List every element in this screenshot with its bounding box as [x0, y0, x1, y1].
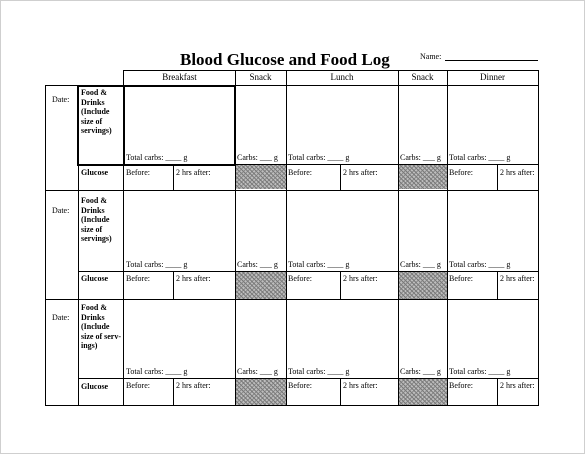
breakfast-total-carbs: Total carbs: ____ g — [126, 153, 188, 162]
grid-line — [78, 378, 539, 379]
food-drinks-label: Food & Drinks (Include size of serv-ings) — [81, 303, 121, 350]
grid-line — [340, 271, 341, 300]
col-header-breakfast: Breakfast — [162, 72, 197, 82]
hatched-cell — [235, 165, 286, 189]
before-label: Before: — [126, 168, 150, 177]
hatched-cell — [235, 272, 286, 299]
dinner-total-carbs: Total carbs: ____ g — [449, 260, 511, 269]
dinner-total-carbs: Total carbs: ____ g — [449, 153, 511, 162]
lunch-total-carbs: Total carbs: ____ g — [288, 153, 350, 162]
before-label: Before: — [126, 274, 150, 283]
col-header-snack-2: Snack — [411, 72, 434, 82]
glucose-label: Glucose — [81, 274, 109, 283]
col-header-dinner: Dinner — [480, 72, 505, 82]
snack-carbs: Carbs: ___ g — [400, 153, 441, 162]
date-label: Date: — [52, 95, 70, 104]
glucose-label: Glucose — [81, 382, 109, 391]
dinner-total-carbs: Total carbs: ____ g — [449, 367, 511, 376]
snack-carbs: Carbs: ___ g — [400, 367, 441, 376]
food-drinks-label: Food & Drinks (Include size of servings) — [81, 196, 112, 243]
snack-carbs: Carbs: ___ g — [237, 367, 278, 376]
hatched-cell — [398, 272, 447, 299]
grid-line — [538, 70, 539, 406]
grid-line — [497, 164, 498, 191]
grid-line — [497, 378, 498, 406]
before-label: Before: — [449, 168, 473, 177]
food-drinks-label: Food & Drinks (Include size of servings) — [81, 88, 112, 135]
two-hrs-after-label: 2 hrs after: — [343, 274, 378, 283]
grid-line — [45, 299, 539, 300]
grid-line — [45, 190, 539, 191]
date-label: Date: — [52, 313, 70, 322]
grid-line — [173, 378, 174, 406]
lunch-total-carbs: Total carbs: ____ g — [288, 367, 350, 376]
grid-line — [398, 70, 399, 406]
grid-line — [45, 405, 539, 406]
two-hrs-after-label: 2 hrs after: — [343, 168, 378, 177]
date-label: Date: — [52, 206, 70, 215]
col-header-snack-1: Snack — [249, 72, 272, 82]
page-title: Blood Glucose and Food Log — [180, 50, 390, 69]
name-field-line[interactable] — [445, 60, 538, 61]
before-label: Before: — [288, 168, 312, 177]
grid-line — [78, 271, 539, 272]
before-label: Before: — [288, 274, 312, 283]
grid-line — [286, 70, 287, 406]
glucose-label: Glucose — [81, 168, 109, 177]
lunch-total-carbs: Total carbs: ____ g — [288, 260, 350, 269]
grid-line — [340, 164, 341, 191]
two-hrs-after-label: 2 hrs after: — [176, 274, 211, 283]
hatched-cell — [398, 165, 447, 189]
two-hrs-after-label: 2 hrs after: — [500, 274, 535, 283]
grid-line — [447, 70, 448, 406]
before-label: Before: — [449, 274, 473, 283]
before-label: Before: — [449, 381, 473, 390]
snack-carbs: Carbs: ___ g — [400, 260, 441, 269]
grid-line — [340, 378, 341, 406]
before-label: Before: — [288, 381, 312, 390]
hatched-cell — [235, 379, 286, 405]
before-label: Before: — [126, 381, 150, 390]
grid-line — [173, 271, 174, 300]
grid-line — [45, 85, 46, 406]
snack-carbs: Carbs: ___ g — [237, 260, 278, 269]
two-hrs-after-label: 2 hrs after: — [500, 381, 535, 390]
snack-carbs: Carbs: ___ g — [237, 153, 278, 162]
hatched-cell — [398, 379, 447, 405]
two-hrs-after-label: 2 hrs after: — [343, 381, 378, 390]
two-hrs-after-label: 2 hrs after: — [176, 381, 211, 390]
col-header-lunch: Lunch — [330, 72, 354, 82]
name-label: Name: — [420, 52, 442, 61]
two-hrs-after-label: 2 hrs after: — [176, 168, 211, 177]
grid-line — [173, 164, 174, 191]
breakfast-total-carbs: Total carbs: ____ g — [126, 367, 188, 376]
two-hrs-after-label: 2 hrs after: — [500, 168, 535, 177]
grid-line — [497, 271, 498, 300]
grid-line — [124, 70, 539, 71]
breakfast-total-carbs: Total carbs: ____ g — [126, 260, 188, 269]
